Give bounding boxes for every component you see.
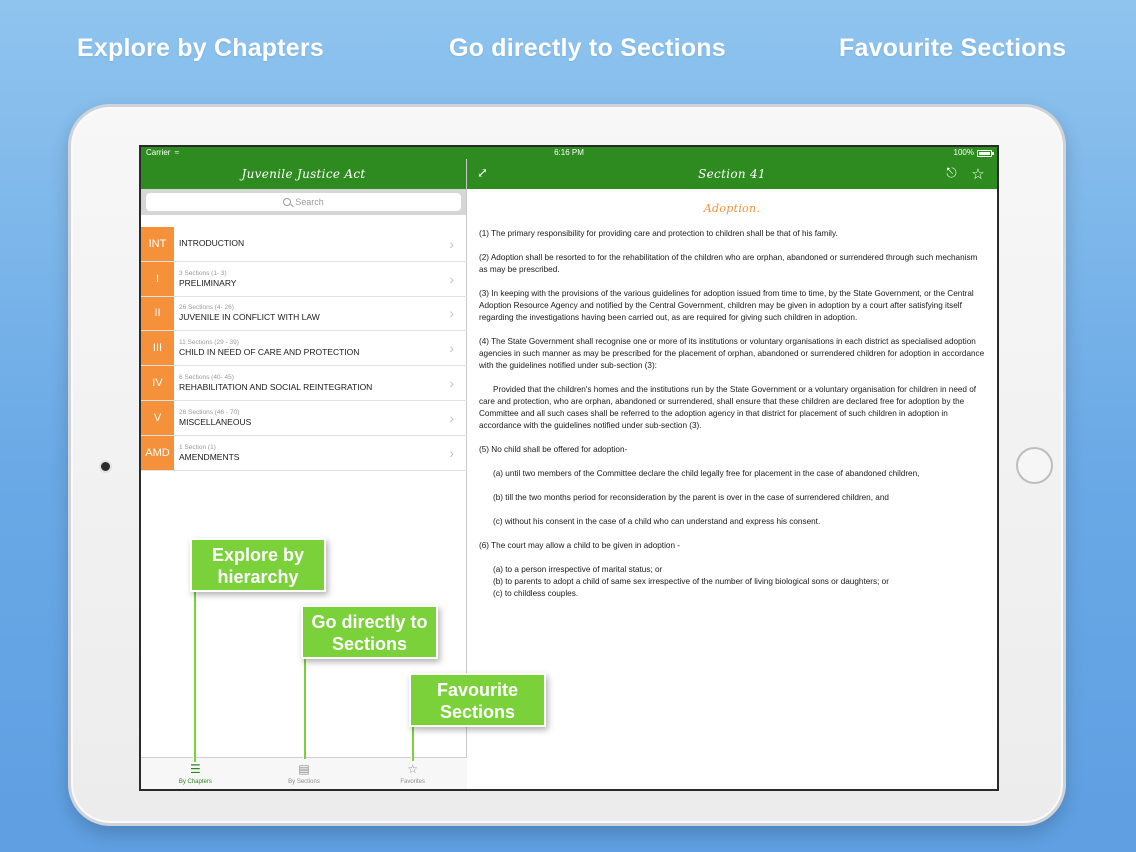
chevron-right-icon: ›: [449, 270, 454, 287]
chapter-title: MISCELLANEOUS: [179, 416, 252, 427]
callout-hierarchy: Explore by hierarchy: [190, 538, 326, 592]
chapter-title: CHILD IN NEED OF CARE AND PROTECTION: [179, 347, 360, 358]
expand-icon[interactable]: ⤢: [477, 166, 489, 181]
section-paragraph: (5) No child shall be offered for adoption-: [479, 445, 628, 454]
chevron-right-icon: ›: [449, 305, 454, 322]
chapter-badge: V: [141, 401, 174, 435]
tab-label: By Chapters: [178, 778, 212, 785]
section-clause: (b) to parents to adopt a child of same sex irrespective of the number of living biological sons or daughters; or: [493, 577, 889, 586]
callout-pointer: [411, 727, 414, 761]
chapter-section-count: 1 Section (1): [179, 443, 216, 451]
chapter-title: AMENDMENTS: [179, 451, 240, 462]
chapter-badge: INT: [141, 227, 174, 261]
detail-pane: [467, 159, 997, 789]
search-bar: [141, 189, 466, 215]
chevron-right-icon: ›: [449, 340, 454, 357]
chevron-right-icon: ›: [449, 235, 454, 252]
section-clause: (c) without his consent in the case of a child who can understand and express his consent.: [493, 517, 821, 526]
chapter-section-count: 3 Sections (1- 3): [179, 269, 227, 277]
section-paragraph: (6) The court may allow a child to be given in adoption -: [479, 541, 681, 550]
home-button[interactable]: [1016, 447, 1053, 484]
carrier-text: Carrier: [146, 148, 171, 157]
app-screen: [139, 145, 999, 791]
chapter-list: [141, 227, 467, 471]
tab-by-sections[interactable]: [250, 758, 359, 789]
chapter-title: PRELIMINARY: [179, 277, 237, 288]
tab-label: By Sections: [288, 778, 320, 785]
section-clause: (a) to a person irrespective of marital status; or: [493, 565, 663, 574]
section-paragraph: (2) Adoption shall be resorted to for the rehabilitation of the children who are orphan, abandoned or surrendered through such mechanism as may be prescribed.: [479, 253, 978, 274]
section-paragraph: (1) The primary responsibility for providing care and protection to children shall be that of his family.: [479, 229, 838, 238]
list-icon: ☰: [189, 761, 201, 776]
chapter-section-count: 11 Sections (29 - 39): [179, 339, 239, 347]
promo-title-sections: Go directly to Sections: [449, 34, 726, 62]
callout-pointer: [193, 592, 196, 762]
tab-favorites[interactable]: [358, 758, 467, 789]
chapter-title: INTRODUCTION: [179, 238, 245, 249]
status-bar: [141, 147, 997, 159]
detail-title: Section 41: [698, 167, 766, 181]
ipad-frame: [68, 104, 1066, 826]
callout-favourites: Favourite Sections: [409, 673, 546, 727]
chapter-section-count: 6 Sections (40- 45): [179, 374, 234, 382]
section-clause: (c) to childless couples.: [493, 589, 579, 598]
chapter-badge: AMD: [141, 436, 174, 470]
chapter-section-count: 26 Sections (46 - 70): [179, 408, 240, 416]
battery-percent: 100%: [953, 148, 974, 157]
chapter-title: REHABILITATION AND SOCIAL REINTEGRATION: [179, 382, 373, 393]
chapter-badge: I: [141, 262, 174, 296]
promo-title-chapters: Explore by Chapters: [77, 34, 324, 62]
chevron-right-icon: ›: [449, 375, 454, 392]
chapter-badge: III: [141, 331, 174, 365]
chapter-badge: IV: [141, 366, 174, 400]
search-icon: [283, 198, 291, 206]
section-paragraph: (3) In keeping with the provisions of the various guidelines for adoption issued from time to time, by the State Government, or the Central Adoption Resource Agency and notified by the Central Government, children may be given in adoption by a court after satisfying itself regarding the investigations having been carried out, as are required for giving such children in adoption.: [479, 289, 974, 322]
chevron-right-icon: ›: [449, 444, 454, 461]
chapter-row-amd[interactable]: [141, 436, 467, 471]
chapter-badge: II: [141, 297, 174, 331]
section-body: [467, 189, 997, 600]
chapter-section-count: 26 Sections (4- 26): [179, 304, 234, 312]
favourite-star-icon[interactable]: ☆: [971, 165, 985, 183]
section-paragraph: Provided that the children's homes and the institutions run by the State Government or a voluntary organisation for children in need of care and protection, who are orphan, abandoned or surrendered, shall ensure that these children are declared free for adoption by the Committee and all such cases shall be referred to the adoption agency in that district for placement of such children in adoption in accordance with the guidelines notified under sub-section (3).: [479, 385, 977, 430]
callout-pointer: [303, 659, 306, 759]
section-heading: Adoption.: [703, 202, 761, 215]
sections-icon: ▤: [298, 761, 310, 776]
chapter-row-5[interactable]: [141, 401, 467, 436]
status-time: 6:16 PM: [554, 148, 584, 157]
battery-icon: [977, 150, 992, 157]
section-clause: (a) until two members of the Committee declare the child legally free for placement in the case of abandoned children,: [493, 469, 920, 478]
star-icon: ☆: [407, 761, 419, 776]
share-icon[interactable]: ⎋: [946, 166, 957, 181]
callout-sections: Go directly to Sections: [301, 605, 438, 659]
tab-bar: [141, 757, 467, 789]
master-nav-title: Juvenile Justice Act: [141, 159, 466, 189]
chapter-row-intro[interactable]: [141, 227, 467, 262]
chapter-row-3[interactable]: [141, 331, 467, 366]
promo-title-favourites: Favourite Sections: [839, 34, 1067, 62]
tab-label: Favorites: [400, 778, 426, 785]
wifi-icon: ≈: [174, 148, 180, 157]
chapter-row-2[interactable]: [141, 297, 467, 332]
search-input[interactable]: [146, 193, 461, 211]
tab-by-chapters[interactable]: [141, 758, 250, 789]
chapter-row-1[interactable]: [141, 262, 467, 297]
detail-nav: [467, 159, 997, 189]
chevron-right-icon: ›: [449, 409, 454, 426]
section-clause: (b) till the two months period for reconsideration by the parent is over in the case of surrendered children, and: [493, 493, 889, 502]
camera-dot: [101, 462, 110, 471]
section-paragraph: (4) The State Government shall recognise one or more of its institutions or voluntary organisations in each district as specialised adoption agencies in such manner as may be prescribed for the placement of orphan, abandoned or surrendered children for adoption in accordance with the guidelines notified under sub-section (3):: [479, 337, 985, 370]
chapter-title: JUVENILE IN CONFLICT WITH LAW: [179, 312, 320, 323]
chapter-row-4[interactable]: [141, 366, 467, 401]
search-placeholder: Search: [295, 197, 324, 207]
battery-status: [954, 147, 992, 159]
